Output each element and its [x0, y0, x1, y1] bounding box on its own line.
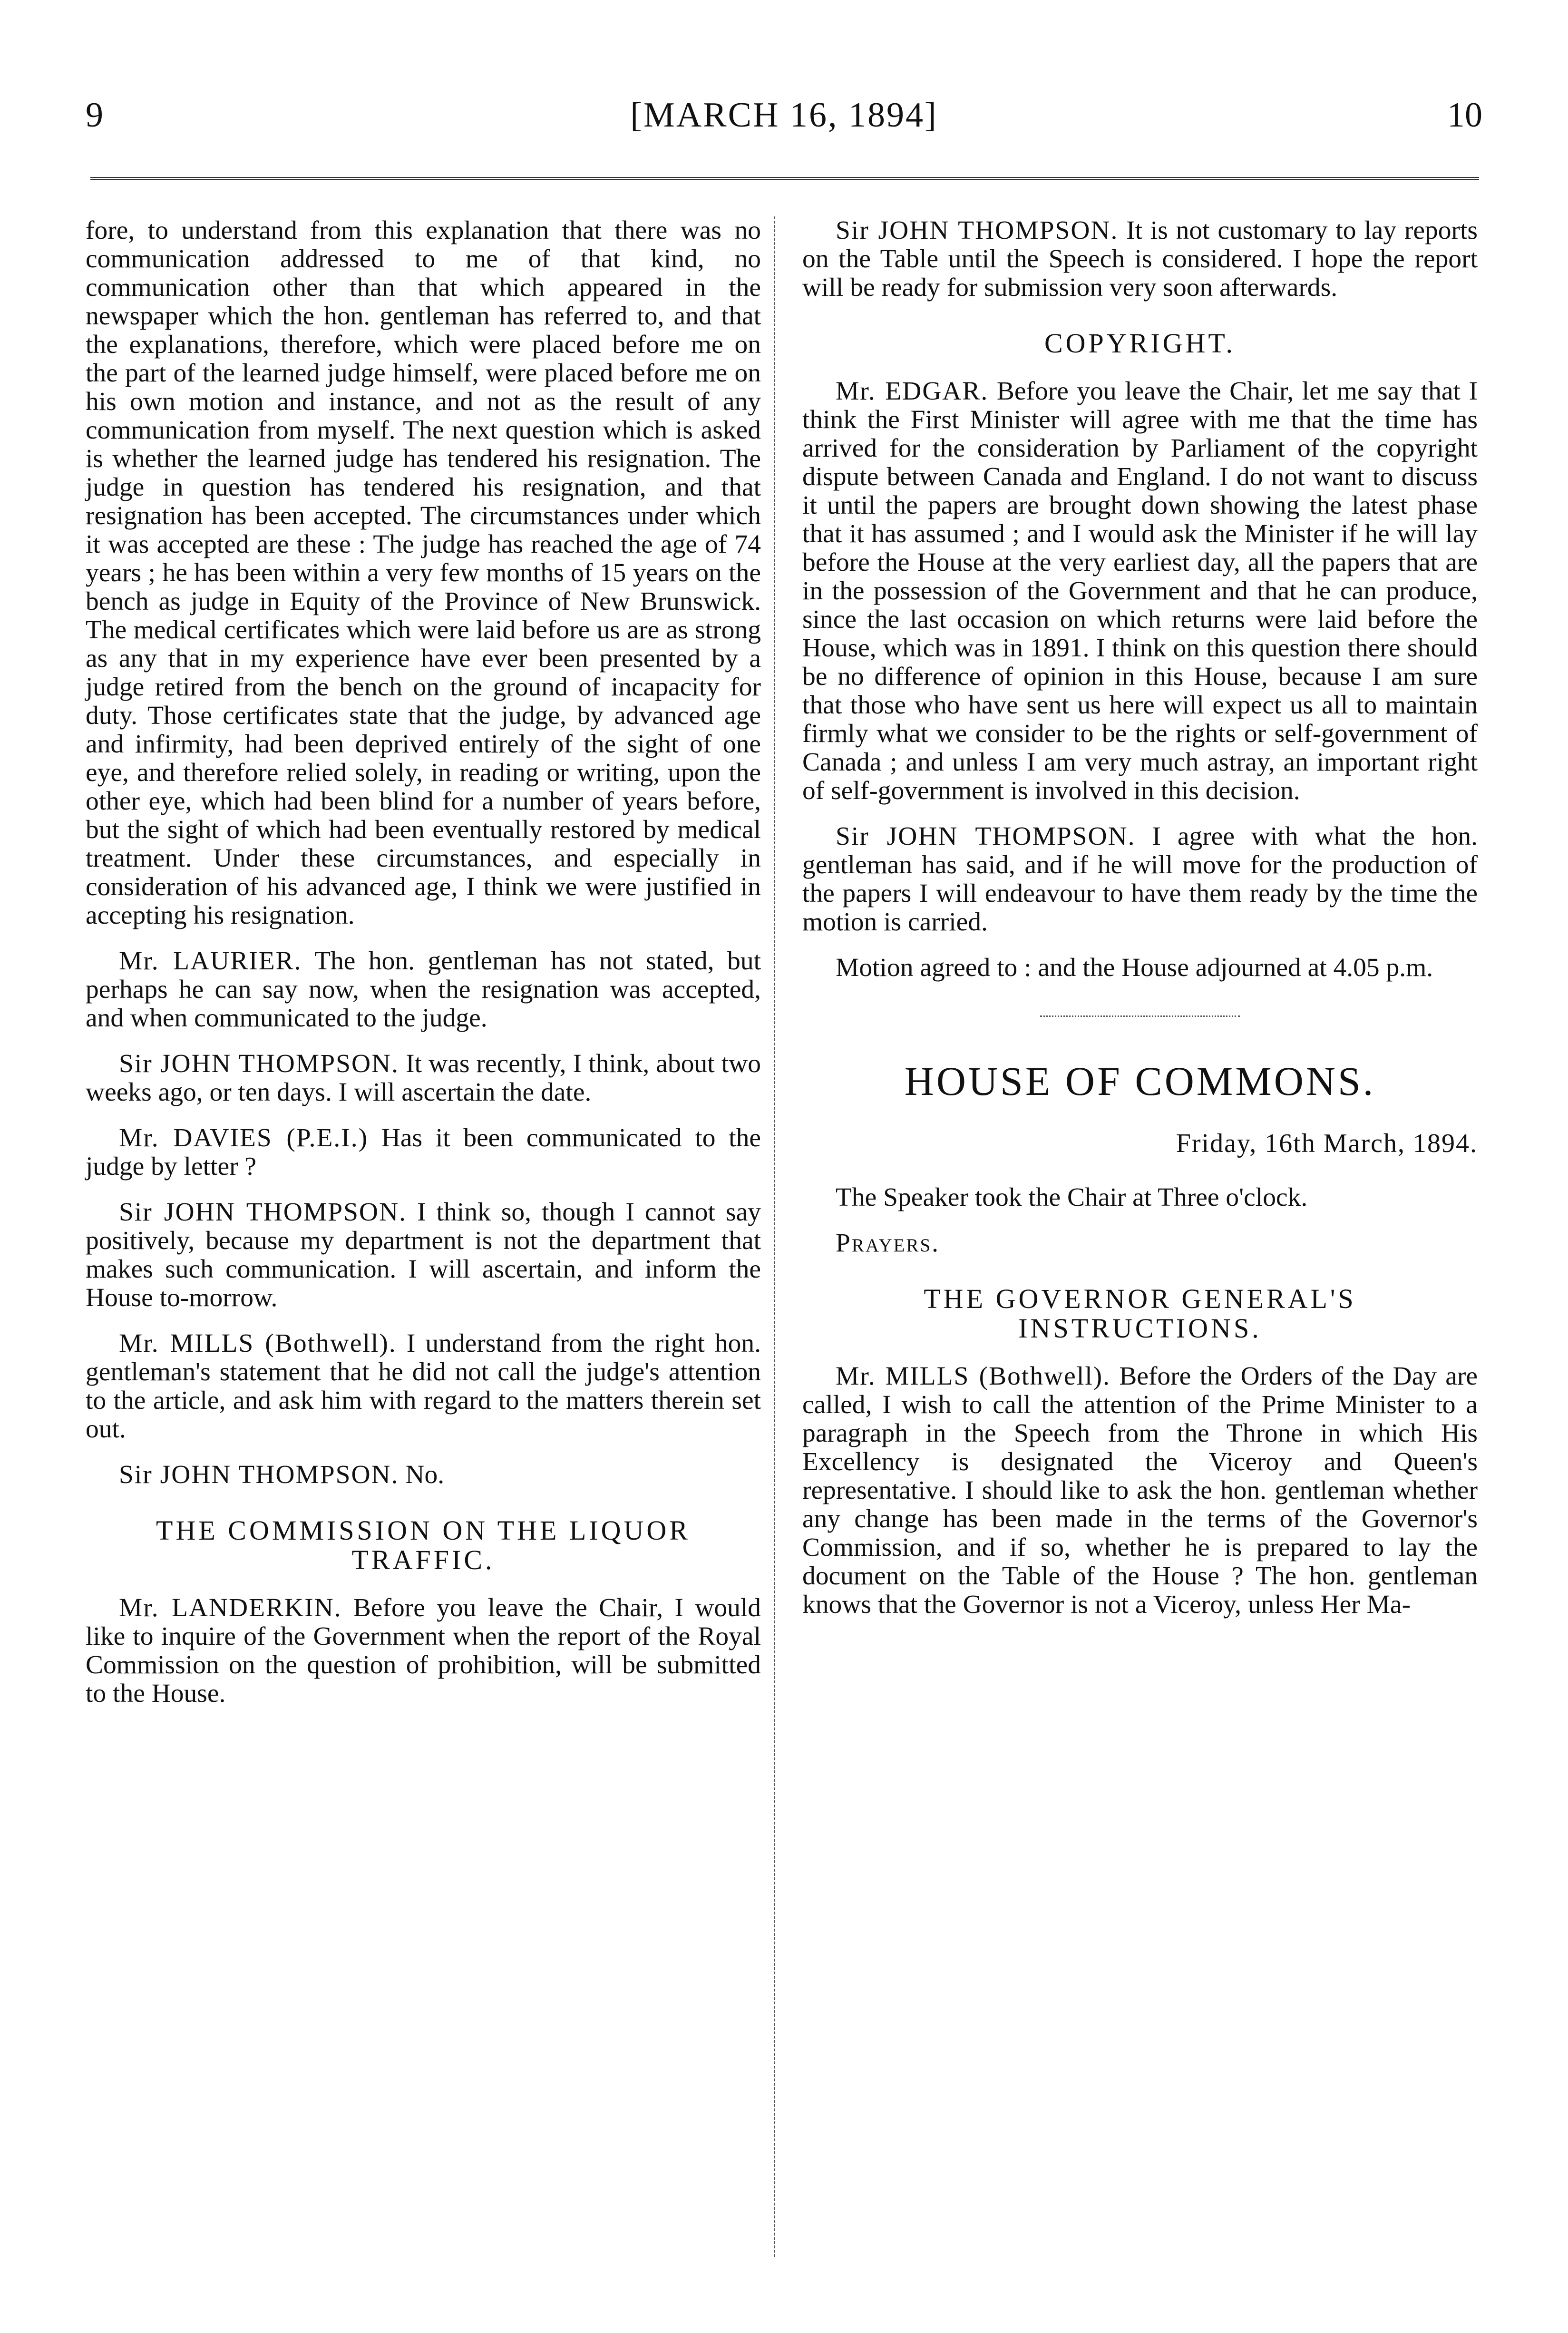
speaker-name: Mr. EDGAR. [836, 377, 989, 406]
speech-thompson-1 [86, 1050, 761, 1107]
speech-mills-2 [802, 1362, 1478, 1619]
speaker-name: Sir JOHN THOMPSON. [119, 1198, 407, 1227]
speaker-name: Mr. MILLS (Bothwell). [836, 1362, 1111, 1391]
speaker-name: Mr. LAURIER. [119, 947, 302, 976]
page-number-right: 10 [1447, 96, 1482, 135]
speech-thompson-5 [802, 822, 1478, 937]
speech-laurier [86, 947, 761, 1033]
section-heading-liquor-traffic: THE COMMISSION ON THE LIQUOR TRAFFIC. [156, 1515, 691, 1575]
speaker-name: Sir JOHN THOMPSON. [836, 822, 1136, 851]
speaker-name: Sir JOHN THOMPSON. [836, 216, 1119, 245]
motion-adjourned: Motion agreed to : and the House adjourned at 4.05 p.m. [836, 953, 1433, 982]
speaker-name: Mr. MILLS (Bothwell). [119, 1329, 397, 1358]
header-rule [90, 177, 1479, 180]
section-separator [1040, 1015, 1240, 1017]
page-header [0, 98, 1568, 150]
column-divider [774, 216, 775, 2257]
speaker-name: Sir JOHN THOMPSON. [119, 1049, 399, 1078]
speech-text: I understand from the right hon. gentleman's statement that he did not call the judge's attention to the article, and ask him with regard to the matters therein set out. [86, 1329, 761, 1444]
speech-edgar [802, 377, 1478, 805]
speech-text: It was recently, I think, about two weeks ago, or ten days. I will ascertain the date. [86, 1049, 761, 1107]
speaker-took-chair: The Speaker took the Chair at Three o'clock. [836, 1183, 1308, 1212]
speech-text: Before you leave the Chair, I would like to inquire of the Government when the report of the Royal Commission on the question of prohibition, will be submitted to the House. [86, 1593, 761, 1708]
speech-thompson-4 [802, 216, 1478, 302]
speaker-name: Mr. DAVIES (P.E.I.) [119, 1123, 369, 1152]
speech-text: Before the Orders of the Day are called, I wish to call the attention of the Prime Minister to a paragraph in the Speech from the Throne in which His Excellency is designated the Viceroy and Queen's representative. I should like to ask the hon. gentleman whether any change has been made in the terms of the Governor's Commission, and if so, whether he is prepared to lay the document on the Table of the House ? The hon. gentleman knows that the Governor is not a Viceroy, unless Her Ma- [802, 1362, 1478, 1619]
section-heading-governor-instructions: THE GOVERNOR GENERAL'S INSTRUCTIONS. [924, 1283, 1356, 1344]
page-date-header: [MARCH 16, 1894] [630, 96, 938, 135]
page-number-left: 9 [86, 96, 103, 135]
speech-thompson-2 [86, 1198, 761, 1312]
speech-text: The hon. gentleman has not stated, but perhaps he can say now, when the resignation was accepted, and when communicated to the judge. [86, 947, 761, 1033]
right-column [802, 216, 1478, 1636]
speech-text: No. [405, 1460, 445, 1489]
speech-text: It is not customary to lay reports on the Table until the Speech is considered. I hope the report will be ready for submission very soon afterwards. [802, 216, 1478, 302]
speech-thompson-3 [86, 1461, 761, 1489]
speaker-name: Sir JOHN THOMPSON. [119, 1460, 399, 1489]
sitting-date: Friday, 16th March, 1894. [1176, 1129, 1478, 1158]
speech-davies [86, 1124, 761, 1181]
speaker-name: Mr. LANDERKIN. [119, 1593, 342, 1622]
prayers-label: Prayers. [836, 1229, 940, 1258]
speech-text: I agree with what the hon. gentleman has said, and if he will move for the production of the papers I will endeavour to have them ready by the time the motion is carried. [802, 822, 1478, 937]
speech-text: Before you leave the Chair, let me say that I think the First Minister will agree with me that the time has arrived for the consideration by Parliament of the copyright dispute between Canada and England. I do not want to discuss it until the papers are brought down showing the latest phase that it has assumed ; and I would ask the Minister if he will lay before the House at the very earliest day, all the papers that are in the possession of the Government and that he can produce, since the last occasion on which returns were laid before the House, which was in 1891. I think on this question there should be no difference of opinion in this House, because I am sure that those who have sent us here will expect us all to maintain firmly what we consider to be the rights or self-government of Canada ; and unless I am very much astray, an important right of self-government is involved in this decision. [802, 377, 1478, 805]
speech-text: Has it been communicated to the judge by letter ? [86, 1123, 761, 1181]
speech-landerkin [86, 1594, 761, 1708]
left-column [86, 216, 761, 1725]
paragraph-continuation: fore, to understand from this explanation that there was no communication addressed to me of that kind, no communication other than that which appeared in the newspaper which the hon. gentleman has referred to, and that the explanations, therefore, which were placed before me on the part of the learned judge himself, were placed before me on his own motion and instance, and not as the result of any communication from myself. The next question which is asked is whether the learned judge has tendered his resignation. The judge in question has tendered his resignation, and that resignation has been accepted. The circumstances under which it was accepted are these : The judge has reached the age of 74 years ; he has been within a very few months of 15 years on the bench as judge in Equity of the Province of New Brunswick. The medical certificates which were laid before us are as strong as any that in my experience have ever been presented by a judge retired from the bench on the ground of incapacity for duty. Those certificates state that the judge, by advanced age and infirmity, had been deprived entirely of the sight of one eye, and therefore relied solely, in reading or writing, upon the other eye, which had been blind for a number of years before, but the sight of which had been eventually restored by medical treatment. Under these circumstances, and especially in consideration of his advanced age, I think we were justified in accepting his resignation. [86, 216, 761, 930]
section-heading-copyright: COPYRIGHT. [1044, 328, 1236, 359]
house-of-commons-heading: HOUSE OF COMMONS. [904, 1058, 1376, 1104]
speech-text: I think so, though I cannot say positively, because my department is not the department that makes such communication. I will ascertain, and inform the House to-morrow. [86, 1198, 761, 1312]
speech-mills-1 [86, 1329, 761, 1444]
